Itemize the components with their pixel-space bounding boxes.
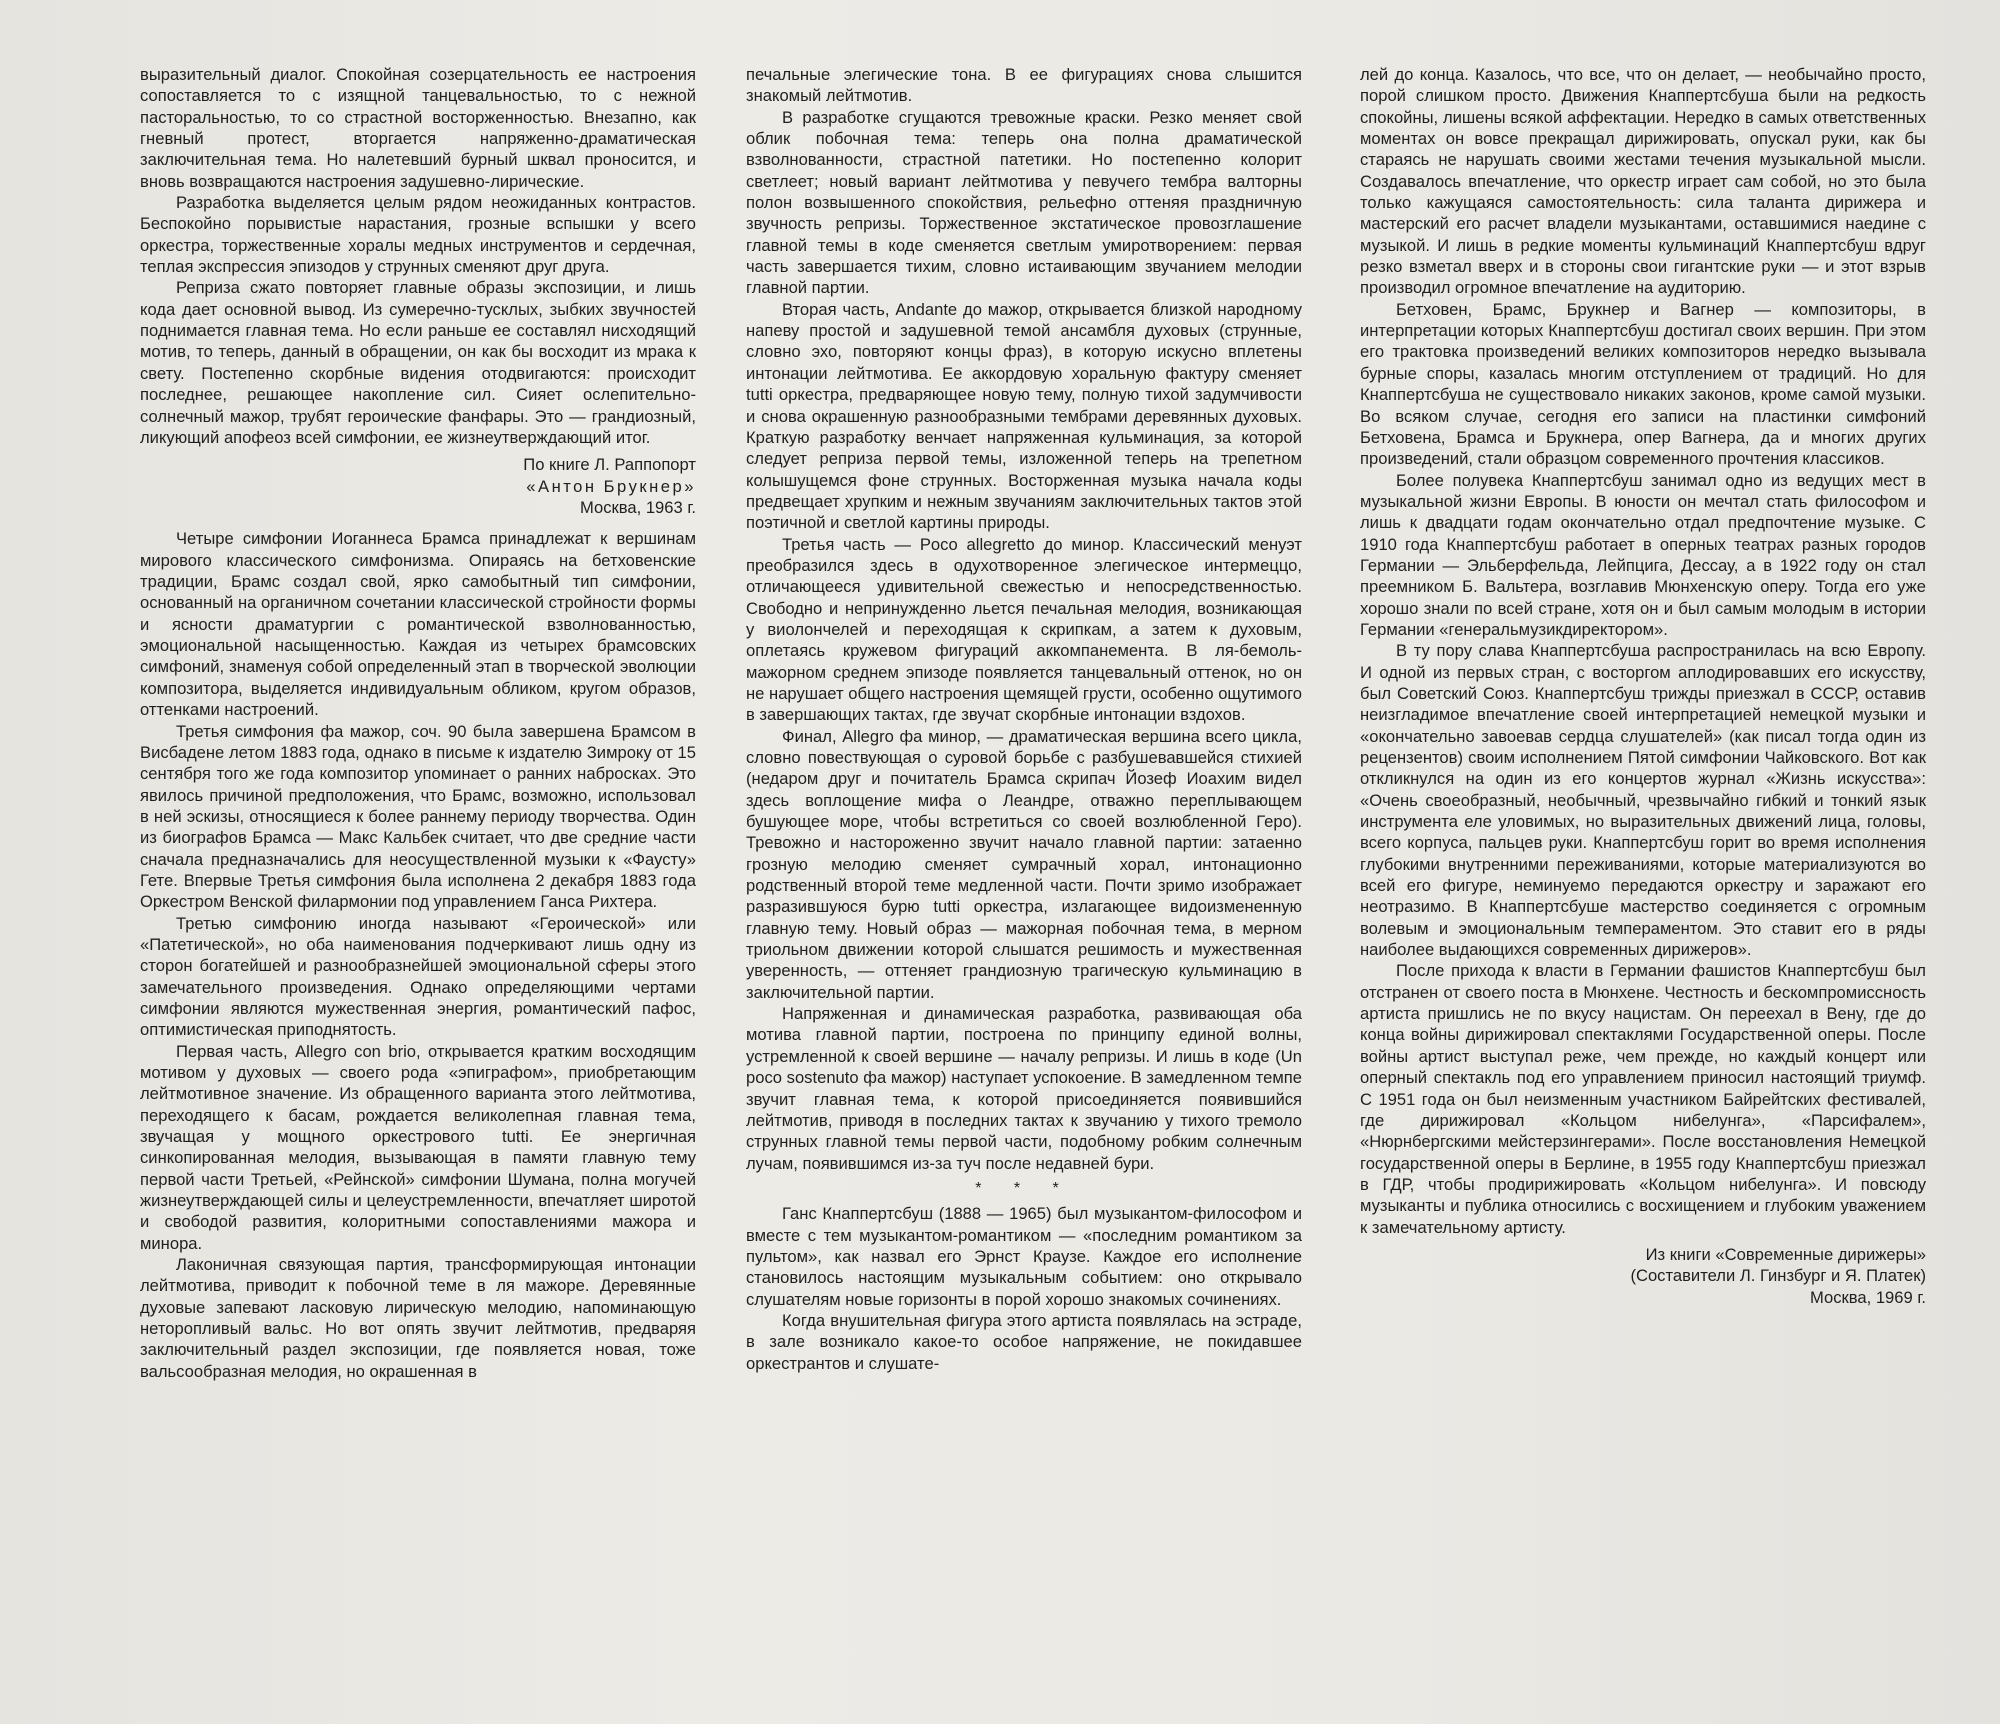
text-column-right [1360,64,1926,1308]
credit-line: Москва, 1963 г. [579,498,696,517]
section-separator: * * * [975,1179,1073,1197]
paragraph: Третья симфония фа мажор, соч. 90 была завершена Брамсом в Висбадене летом 1883 года, однако в письме к издателю Зимроку от 15 сентября того же года композитор упоминает о ранних набросках. Это явилось причиной предположения, что Брамс, возможно, использовал в ней эскизы, относящиеся к более раннему периоду творчества. Один из биографов Брамса — Макс Кальбек считает, что две средние части сначала предназначались для неосуществленной музыки к «Фаусту» Гете. Впервые Третья симфония была исполнена 2 декабря 1883 года Оркестром Венской филармонии под управлением Ганса Рихтера. [140,721,696,912]
credit-line: По книге Л. Раппопорт [523,455,696,475]
paragraph: печальные элегические тона. В ее фигурациях снова слышится знакомый лейтмотив. [746,65,1302,106]
paragraph: лей до конца. Казалось, что все, что он делает, — необычайно просто, порой слишком просто. Движения Кнаппертсбуша были на редкость спокойны, лишены всякой аффектации. Нередко в самых ответственных моментах он вовсе прекращал дирижировать, опускал руки, как бы стараясь не нарушать своими жестами течения музыкальной мысли. Создавалось впечатление, что оркестр играет сам собой, но это была только кажущаяся самостоятельность: сила таланта дирижера и мастерский его расчет владели музыкантами, оставшимися наедине с музыкой. И лишь в редкие моменты кульминаций Кнаппертсбуш вдруг резко взметал вверх и в стороны свои гигантские руки — и этот взрыв производил огромное впечатление на аудиторию. [1360,65,1926,298]
paragraph: Вторая часть, Andante до мажор, открывается близкой народному напеву простой и задушевной темой ансамбля духовых (струнные, словно эхо, повторяют концы фраз), в которую искусно вплетены интонации лейтмотива. Ее аккордовую хоральную фактуру сменяет tutti оркестра, предваряющее новую тему, полную тихой задумчивости и снова окрашенную разнообразными тембрами деревянных духовых. Краткую разработку венчает напряженная кульминация, за которой следует реприза первой темы, изложенной теперь на трепетном колышущемся фоне струнных. Восторженная музыка начала коды предвещает хрупким и нежным звучаниям заключительных тактов этой поэтичной и светлой картины природы. [746,299,1302,533]
source-credit [1360,1244,1926,1308]
paragraph: Ганс Кнаппертсбуш (1888 — 1965) был музыкантом-философом и вместе с тем музыкантом-романтиком — «последним романтиком за пультом», как назвал его Эрнст Краузе. Каждое его исполнение становилось настоящим музыкальным событием: оно открывало слушателям новые горизонты в порой хорошо знакомых сочинениях. [746,1204,1302,1309]
paragraph: Реприза сжато повторяет главные образы экспозиции, и лишь кода дает основной вывод. Из сумеречно-тусклых, зыбких звучностей поднимается главная тема. Но если раньше ее составлял нисходящий мотив, то теперь, данный в обращении, он как бы восходит из мрака к свету. Постепенно скорбные видения отодвигаются: происходит последнее, решающее накопление сил. Сияет ослепительно-солнечный мажор, трубят героические фанфары. Это — грандиозный, ликующий апофеоз всей симфонии, ее жизнеутверждающий итог. [140,278,696,447]
credit-line: (Составители Л. Гинзбург и Я. Платек) [1630,1266,1926,1286]
credit-line: Из книги «Современные дирижеры» [1645,1244,1926,1264]
paragraph: выразительный диалог. Спокойная созерцательность ее настроения сопоставляется то с изящной танцевальностью, то с нежной пасторальностью, то со страстной восторженностью. Внезапно, как гневный протест, вторгается напряженно-драматическая заключительная тема. Но налетевший бурный шквал проносится, и вновь возвращаются настроения задушевно-лирические. [140,65,696,191]
paragraph: Третья часть — Poco allegretto до минор. Классический менуэт преобразился здесь в одухотворенное элегическое интермеццо, отличающееся удивительной свежестью и непосредственностью. Свободно и непринужденно льется печальная мелодия, возникающая у виолончелей и переходящая к скрипкам, а затем к духовым, оплетаясь кружевом фигураций аккомпанемента. В ля-бемоль-мажорном среднем эпизоде появляется танцевальный оттенок, но он не нарушает общего настроения щемящей грусти, особенно ощутимого в завершающих тактах, где звучат скорбные интонации вздохов. [746,534,1302,725]
paragraph: Разработка выделяется целым рядом неожиданных контрастов. Беспокойно порывистые нарастания, грозные вспышки у всего оркестра, торжественные хоралы медных инструментов и сердечная, теплая экспрессия эпизодов у струнных сменяют друг друга. [140,193,696,277]
paragraph: Лаконичная связующая партия, трансформирующая интонации лейтмотива, приводит к побочной теме в ля мажоре. Деревянные духовые запевают ласковую лирическую мелодию, напоминающую неторопливый вальс. Но вот опять звучит лейтмотив, предваряя заключительный раздел экспозиции, где появляется новая, тоже вальсообразная мелодия, но окрашенная в [140,1255,696,1381]
paragraph: Более полувека Кнаппертсбуш занимал одно из ведущих мест в музыкальной жизни Европы. В юности он мечтал стать философом и лишь к двадцати годам окончательно отдал предпочтение музыке. С 1910 года Кнаппертсбуш работает в оперных театрах разных городов Германии — Эльберфельда, Лейпцига, Дессау, а в 1922 году он стал преемником Б. Вальтера, возглавив Мюнхенскую оперу. Тогда его уже хорошо знали по всей стране, хотя он и был самым молодым в истории Германии «генеральмузикдиректором». [1360,470,1926,639]
paragraph: Третью симфонию иногда называют «Героической» или «Патетической», но оба наименования подчеркивают лишь одну из сторон богатейшей и разнообразнейшей эмоциональной сферы этого замечательного произведения. Однако определяющими чертами симфонии являются мужественная энергия, романтический пафос, оптимистическая приподнятость. [140,913,696,1040]
paragraph: После прихода к власти в Германии фашистов Кнаппертсбуш был отстранен от своего поста в Мюнхене. Честность и бескомпромиссность артиста пришлись не по вкусу нацистам. Он переехал в Вену, где до конца войны дирижировал спектаклями Государственной оперы. После войны артист выступал реже, чем прежде, но каждый концерт или оперный спектакль под его управлением приносил настоящий триумф. С 1951 года он был неизменным участником Байрейтских фестивалей, где дирижировал «Кольцом нибелунга», «Парсифалем», «Нюрнбергскими мейстерзингерами». После восстановления Немецкой государственной оперы в Берлине, в 1955 году Кнаппертсбуш приезжал в ГДР, чтобы продирижировать «Кольцом нибелунга». И повсюду музыканты и публика относились с восхищением и глубоким уважением к замечательному артисту. [1360,961,1926,1237]
paragraph: В разработке сгущаются тревожные краски. Резко меняет свой облик побочная тема: теперь она полна драматической взволнованности, страстной патетики. Но постепенно колорит светлеет; новый вариант лейтмотива у певучего тембра валторны полон возвышенного спокойствия, рельефно оттеняя праздничную звучность репризы. Торжественное экстатическое провозглашение главной темы в коде сменяется светлым умиротворением: первая часть завершается тихим, словно истаивающим звучанием мелодии главной партии. [746,107,1302,298]
text-column-middle [746,64,1302,1374]
paragraph: Бетховен, Брамс, Брукнер и Вагнер — композиторы, в интерпретации которых Кнаппертсбуш достигал своих вершин. При этом его трактовка произведений великих композиторов нередко вызывала бурные споры, казалась многим отступлением от традиций. Но для Кнаппертсбуша не существовало никаких законов, кроме самой музыки. Во всяком случае, сегодня его записи на пластинки симфоний Бетховена, Брамса и Брукнера, опер Вагнера, да и многих других произведений, стали образцом современного прочтения классиков. [1360,299,1926,469]
credit-book-title: «Антон Брукнер» [526,476,696,496]
credit-line: Москва, 1969 г. [1809,1287,1926,1307]
paragraph: Напряженная и динамическая разработка, развивающая оба мотива главной партии, построена по принципу единой волны, устремленной к своей вершине — началу репризы. И лишь в коде (Un poco sostenuto фа мажор) наступает успокоение. В замедленном темпе звучит главная тема, к которой присоединяется появившийся лейтмотив, приводя в последних тактах к звучанию у тихого тремоло струнных главной темы первой части, подобному робким солнечным лучам, появившимся из-за туч после недавней бури. [746,1004,1302,1173]
source-credit [140,454,696,518]
paragraph: В ту пору слава Кнаппертсбуша распространилась на всю Европу. И одной из первых стран, с восторгом аплодировавших его искусству, был Советский Союз. Кнаппертсбуш трижды приезжал в СССР, оставив неизгладимое впечатление своей интерпретацией немецкой музыки и «окончательно завоевав сердца слушателей» (как писал тогда один из рецензентов) своим исполнением Пятой симфонии Чайковского. Вот как откликнулся на один из его концертов журнал «Жизнь искусства»: «Очень своеобразный, необычный, чрезвычайно гибкий и тонкий язык инструмента еле уловимых, но выразительных движений лица, головы, всего корпуса, пальцев руки. Кнаппертсбуш горит во время исполнения глубокими внутренними переживаниями, которые материализуются во всей его фигуре, неминуемо передаются оркестру и заражают его неотразимо. В Кнаппертсбуше мастерство соединяется с огромным волевым и эмоциональным темпераментом. Это ставит его в ряды наиболее выдающихся современных дирижеров». [1360,641,1926,960]
text-column-left [140,64,696,1382]
paragraph: Финал, Allegro фа минор, — драматическая вершина всего цикла, словно повествующая о суровой борьбе с разбушевавшейся стихией (недаром друг и почитатель Брамса скрипач Йозеф Иоахим видел здесь воплощение мифа о Леандре, отважно переплывающем бушующее море, чтобы встретиться со своей возлюбленной Геро). Тревожно и настороженно звучит начало главной партии: затаенно грозную мелодию сменяет сумрачный хорал, интонационно родственный второй теме медленной части. Почти зримо изображает разразившуюся бурю tutti оркестра, излагающее видоизмененную главную тему. Новый образ — мажорная побочная тема, в мерном триольном движении которой слышатся решимость и мужественная уверенность, — оттеняет грандиозную трагическую кульминацию в заключительной партии. [746,726,1302,1002]
paragraph: Четыре симфонии Иоганнеса Брамса принадлежат к вершинам мирового классического симфонизма. Опираясь на бетховенские традиции, Брамс создал свой, ярко самобытный тип симфонии, основанный на органичном сочетании классической стройности формы и ясности драматургии с романтической взволнованностью, эмоциональной насыщенностью. Каждая из четырех брамсовских симфоний, знаменуя собой определенный этап в творческой эволюции композитора, выделяется индивидуальным обликом, кругом образов, оттенками настроений. [140,529,696,720]
paragraph: Первая часть, Allegro con brio, открывается кратким восходящим мотивом у духовых — своего рода «эпиграфом», приобретающим лейтмотивное значение. Из обращенного варианта этого лейтмотива, переходящего к басам, рождается великолепная главная тема, звучащая у мощного оркестрового tutti. Ее энергичная синкопированная мелодия, вызывающая в памяти главную тему первой части Третьей, «Рейнской» симфонии Шумана, полна могучей жизнеутверждающей силы и целеустремленности, впечатляет широтой и свободой развития, колоритными сопоставлениями мажора и минора. [140,1041,696,1253]
paragraph: Когда внушительная фигура этого артиста появлялась на эстраде, в зале возникало какое-то особое напряжение, не покидавшее оркестрантов и слушате- [746,1310,1302,1373]
